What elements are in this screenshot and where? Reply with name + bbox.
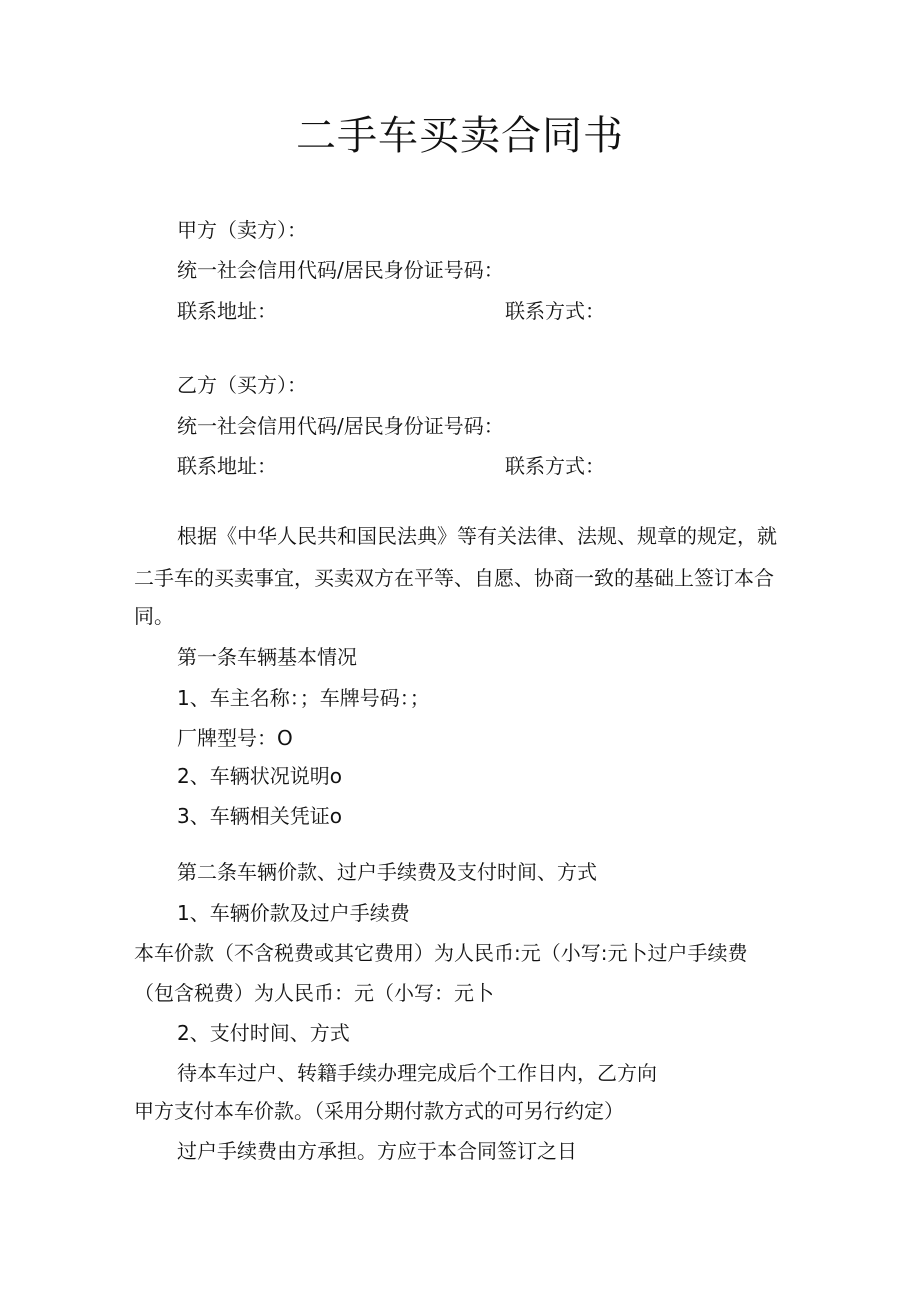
party-b-heading: 乙方（买方）：	[177, 373, 307, 397]
party-b-contact-label: 联系方式：	[505, 454, 605, 478]
party-a-contact-label: 联系方式：	[505, 299, 605, 323]
article2-sub2: 2、支付时间、方式	[177, 1021, 350, 1045]
preamble-line-3: 同。	[134, 604, 174, 628]
party-a-id-label: 统一社会信用代码/居民身份证号码：	[177, 258, 504, 282]
article2-heading: 第二条车辆价款、过户手续费及支付时间、方式	[177, 860, 597, 884]
document-title: 二手车买卖合同书	[296, 113, 624, 159]
article1-item2: 2、车辆状况说明o	[177, 764, 342, 788]
preamble-line-2: 二手车的买卖事宜，买卖双方在平等、自愿、协商一致的基础上签订本合	[134, 566, 774, 590]
preamble-line-1: 根据《中华人民共和国民法典》等有关法律、法规、规章的规定，就	[177, 524, 777, 548]
party-a-address-label: 联系地址：	[177, 299, 277, 323]
fee-line: 过户手续费由方承担。方应于本合同签订之日	[177, 1139, 577, 1163]
party-b-id-label: 统一社会信用代码/居民身份证号码：	[177, 414, 504, 438]
party-b-address-label: 联系地址：	[177, 454, 277, 478]
party-a-heading: 甲方（卖方）：	[177, 218, 307, 242]
price-line-2: （包含税费）为人民币：元（小写：元卜	[134, 981, 494, 1005]
price-line-1: 本车价款（不含税费或其它费用）为人民币:元（小写:元卜过户手续费	[134, 941, 748, 965]
article1-heading: 第一条车辆基本情况	[177, 645, 357, 669]
article1-item1: 1、车主名称：；车牌号码：；	[177, 686, 430, 710]
payment-line-2: 甲方支付本车价款。（采用分期付款方式的可另行约定）	[134, 1099, 624, 1123]
article1-item1b: 厂牌型号：O	[177, 726, 293, 750]
article2-sub1: 1、车辆价款及过户手续费	[177, 901, 410, 925]
payment-line-1: 待本车过户、转籍手续办理完成后个工作日内，乙方向	[177, 1061, 657, 1085]
article1-item3: 3、车辆相关凭证o	[177, 804, 342, 828]
